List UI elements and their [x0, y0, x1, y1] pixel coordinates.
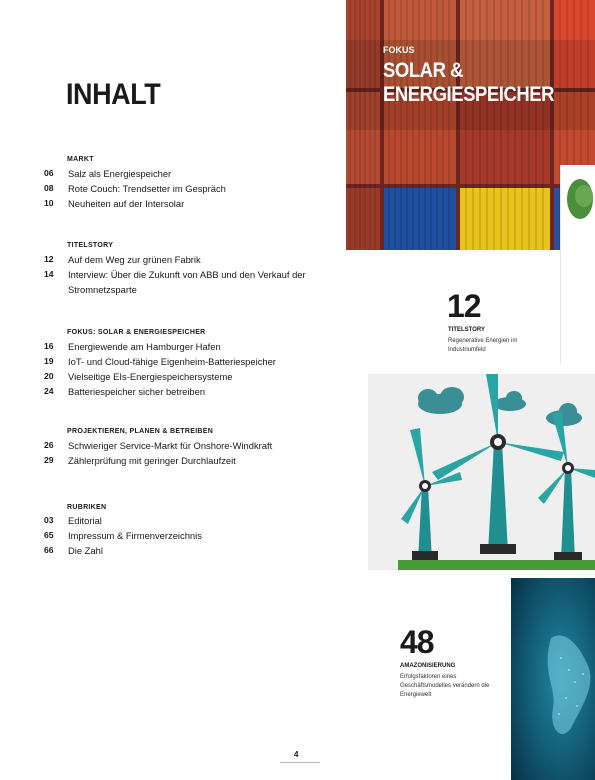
hero-title [383, 59, 554, 107]
toc-entry-title: Auf dem Weg zur grünen Fabrik [68, 254, 201, 265]
toc-page-number: 19 [44, 356, 54, 366]
page-title: INHALT [66, 78, 161, 111]
toc-entry[interactable] [44, 543, 308, 558]
toc-entry[interactable] [44, 166, 308, 181]
toc-page-number: 10 [44, 198, 54, 208]
section-heading-fokus: FOKUS: SOLAR & ENERGIESPEICHER [67, 329, 206, 336]
toc-page-number: 03 [44, 515, 54, 525]
toc-entry[interactable] [44, 453, 308, 468]
toc-page-number: 06 [44, 168, 54, 178]
toc-page-number: 20 [44, 371, 54, 381]
toc-page-number: 66 [44, 545, 54, 555]
toc-entry[interactable] [44, 267, 308, 297]
hero-title-line-1: SOLAR & [383, 59, 464, 82]
toc-entry-title: Interview: Über die Zukunft von ABB und den Verkauf der Stromnetzsparte [68, 269, 306, 295]
toc-entry[interactable] [44, 181, 308, 196]
toc-page-number: 14 [44, 269, 54, 279]
toc-entry-title: Schwieriger Service-Markt für Onshore-Windkraft [68, 440, 273, 451]
teaser-label-titelstory: TITELSTORY [448, 327, 486, 333]
toc-entry[interactable] [44, 438, 308, 453]
toc-entry-title: Editorial [68, 515, 102, 526]
container-stack-image[interactable] [346, 0, 595, 250]
toc-entry[interactable] [44, 252, 308, 267]
toc-entry[interactable] [44, 513, 308, 528]
section-heading-titelstory: TITELSTORY [67, 242, 114, 249]
teaser-label-amazonisierung: AMAZONISIERUNG [400, 663, 456, 669]
teaser-desc-titelstory: Regenerative Energien im Industriumfeld [448, 338, 518, 353]
earth-network-image[interactable] [511, 578, 595, 780]
wind-turbine-illustration[interactable] [368, 374, 595, 570]
toc-entry[interactable] [44, 339, 308, 354]
section-heading-rubriken: RUBRIKEN [67, 504, 107, 511]
toc-entry-title: Energiewende am Hamburger Hafen [68, 341, 221, 352]
toc-entry-title: Salz als Energiespeicher [68, 168, 172, 179]
toc-entry[interactable] [44, 369, 308, 384]
toc-entry-title: Die Zahl [68, 545, 103, 556]
section-heading-markt: MARKT [67, 156, 94, 163]
section-heading-projektieren: PROJEKTIEREN, PLANEN & BETREIBEN [67, 428, 214, 435]
page-number: 4 [294, 750, 299, 759]
toc-entry-title: Neuheiten auf der Intersolar [68, 198, 185, 209]
toc-page-number: 08 [44, 183, 54, 193]
toc-entry-title: Vielseitige EIs-Energiespeichersysteme [68, 371, 233, 382]
toc-page-number: 12 [44, 254, 54, 264]
tree-image [560, 165, 595, 365]
teaser-desc-amazonisierung: Erfolgsfaktoren eines Geschäftsmodelles verändern die Energiewelt [400, 674, 490, 698]
toc-page-number: 65 [44, 530, 54, 540]
toc-page-number: 26 [44, 440, 54, 450]
hero-kicker: FOKUS [383, 45, 415, 55]
toc-page-number: 24 [44, 386, 54, 396]
toc-page-number: 29 [44, 455, 54, 465]
toc-entry[interactable] [44, 528, 308, 543]
toc-entry[interactable] [44, 354, 308, 369]
toc-entry-title: Impressum & Firmenverzeichnis [68, 530, 202, 541]
toc-entry-title: Zählerprüfung mit geringer Durchlaufzeit [68, 455, 236, 466]
toc-entry-title: IoT- und Cloud-fähige Eigenheim-Batteriespeicher [68, 356, 276, 367]
footer-rule [280, 760, 320, 763]
teaser-number-amazonisierung: 48 [400, 624, 434, 660]
hero-title-line-2: ENERGIESPEICHER [383, 83, 555, 106]
toc-entry-title: Rote Couch: Trendsetter im Gespräch [68, 183, 226, 194]
toc-entry[interactable] [44, 384, 308, 399]
toc-page-number: 16 [44, 341, 54, 351]
toc-entry-title: Batteriespeicher sicher betreiben [68, 386, 206, 397]
teaser-number-titelstory: 12 [447, 288, 481, 324]
toc-entry[interactable] [44, 196, 308, 211]
